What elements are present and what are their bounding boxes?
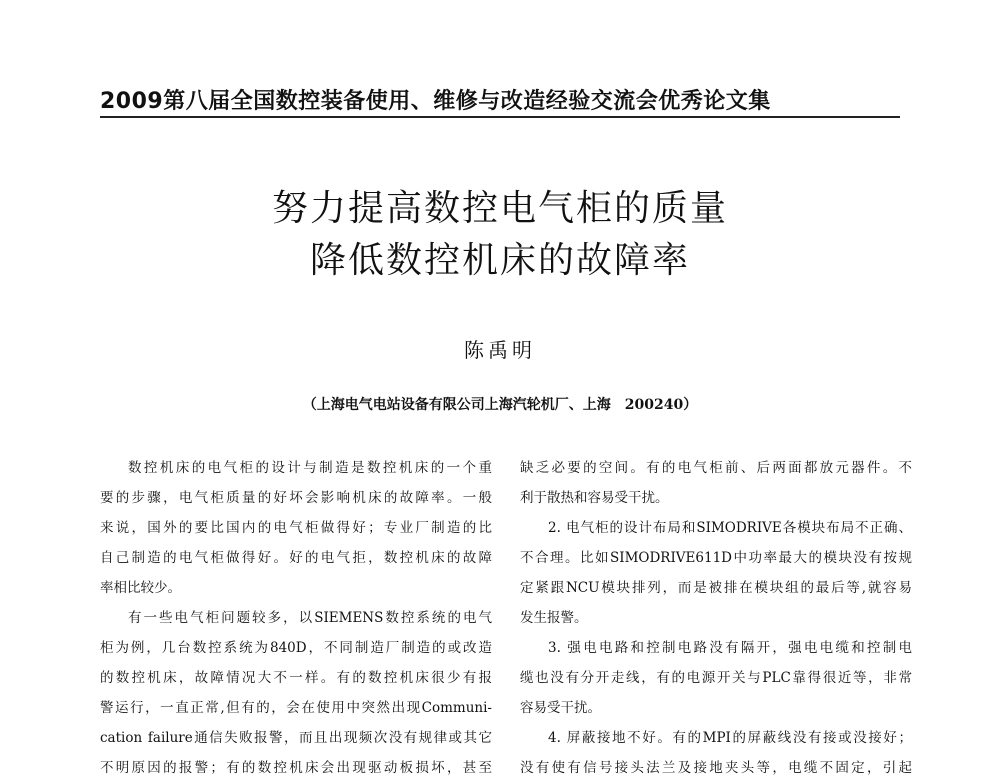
article-title-line-1: 努力提高数控电气柜的质量 — [271, 188, 728, 229]
header-rule — [100, 116, 900, 118]
text-line: 2. 电气柜的设计布局和SIMODRIVE各模块布局不正确、 — [548, 520, 912, 536]
text-line: 数控机床的电气柜的设计与制造是数控机床的一个重 — [128, 460, 492, 476]
text-line: 柜为例，几台数控系统为840D，不同制造厂制造的或改造 — [100, 640, 492, 656]
text-line: cation failure通信失败报警，而且出现频次没有规律或其它 — [100, 730, 492, 746]
article-title-line-2: 降低数控机床的故障率 — [309, 240, 690, 281]
proceedings-header: 2009第八届全国数控装备使用、维修与改造经验交流会优秀论文集 — [100, 89, 771, 114]
text-line: 警运行，一直正常,但有的，会在使用中突然出现Communi- — [100, 700, 492, 716]
text-line: 自己制造的电气柜做得好。好的电气拒，数控机床的故障 — [100, 550, 492, 566]
text-line: 缺乏必要的空间。有的电气柜前、后两面都放元器件。不 — [520, 460, 912, 476]
text-line: 不明原因的报警；有的数控机床会出现驱动板损坏，甚至 — [100, 760, 492, 776]
text-line: 4. 屏蔽接地不好。有的MPI的屏蔽线没有接或没接好； — [548, 730, 912, 746]
body-column-left — [100, 453, 492, 783]
text-line: 要的步骤，电气柜质量的好坏会影响机床的故障率。一般 — [100, 490, 492, 506]
text-line: 来说，国外的要比国内的电气柜做得好；专业厂制造的比 — [100, 520, 492, 536]
author-affiliation: （上海电气电站设备有限公司上海汽轮机厂、上海 200240） — [302, 397, 698, 413]
author-name: 陈禹明 — [464, 338, 536, 362]
text-line: 利于散热和容易受干扰。 — [520, 490, 669, 506]
text-line: 有一些电气柜问题较多，以SIEMENS数控系统的电气 — [128, 610, 492, 626]
text-line: 没有使有信号接头法兰及接地夹头等，电缆不固定，引起 — [520, 760, 912, 776]
text-line: 缆也没有分开走线，有的电源开关与PLC靠得很近等，非常 — [520, 670, 912, 686]
text-line: 的数控机床，故障情况大不一样。有的数控机床很少有报 — [100, 670, 492, 686]
text-line: 3. 强电电路和控制电路没有隔开，强电电缆和控制电 — [548, 640, 912, 656]
text-line: 发生报警。 — [520, 610, 588, 626]
body-column-right — [520, 453, 912, 783]
text-line: 率相比较少。 — [100, 580, 181, 596]
text-line: 容易受干扰。 — [520, 700, 601, 716]
text-line: 定紧跟NCU模块排列，而是被排在模块组的最后等,就容易 — [520, 580, 912, 596]
text-line: 不合理。比如SIMODRIVE611D中功率最大的模块没有按规 — [520, 550, 912, 566]
